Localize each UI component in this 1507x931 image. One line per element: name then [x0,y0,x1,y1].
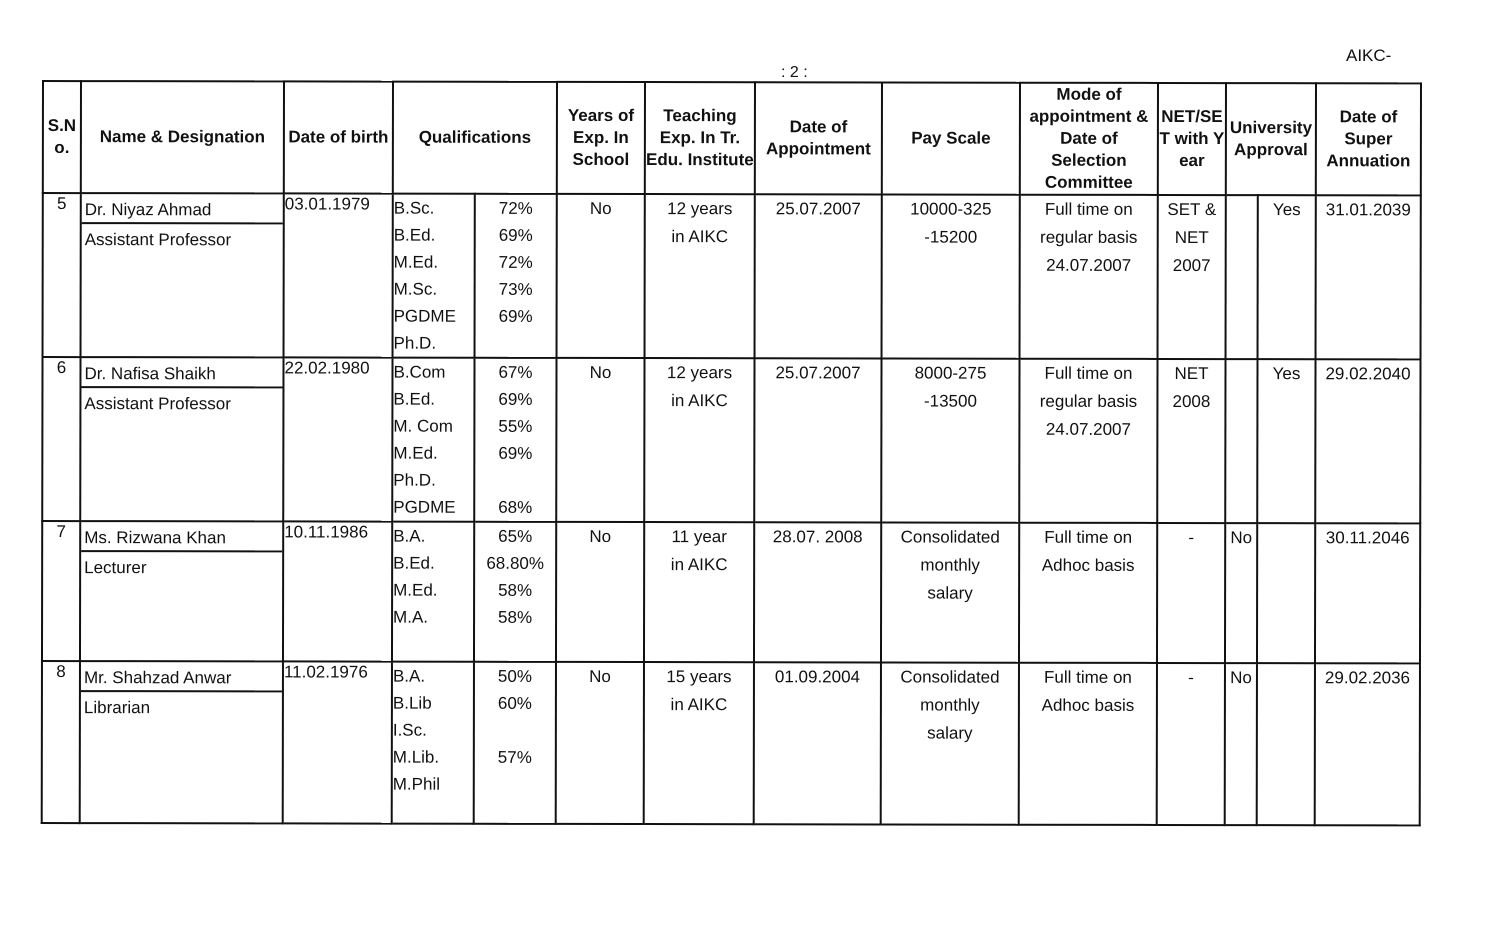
cell-name-designation [81,193,284,357]
cell-line: 12 years [667,199,733,219]
cell-years-school: No [556,358,644,522]
cell-line: -15200 [924,227,978,247]
cell-line: 72% [498,252,533,272]
header-name: Name & Designation [81,81,284,193]
header-pay-scale: Pay Scale [882,82,1020,194]
cell-line: 2008 [1172,391,1211,412]
header-sno: S.No. [43,81,81,193]
cell-line: 69% [498,306,533,326]
cell-line: monthly [920,695,980,715]
table-row [42,357,1420,523]
cell-line: - [1188,528,1195,548]
cell-approval-yes: Yes [1258,195,1316,359]
cell-line: 68% [498,497,533,517]
cell-line: M.Lib. [392,747,440,767]
cell-line: Full time on [1044,667,1132,687]
cell-line: B.A. [393,526,426,546]
cell-approval-yes: Yes [1257,359,1315,523]
cell-line: Consolidated [900,667,1000,687]
staff-designation: Librarian [83,698,151,718]
header-appointment: Date of Appointment [755,82,882,194]
cell-name-designation [80,357,283,521]
cell-approval-no [1225,359,1257,523]
cell-line: 58% [498,580,533,600]
cell-mode [1019,359,1157,523]
cell-line: 2007 [1172,255,1211,276]
cell-line: in AIKC [671,227,729,247]
cell-line: PGDME [393,306,456,326]
cell-pay-scale [881,358,1019,522]
cell-line: 57% [497,747,532,767]
cell-line: Consolidated [900,527,1000,547]
staff-name: Mr. Shahzad Anwar [81,662,282,692]
table-row [42,661,1420,825]
cell-line: 12 years [666,363,733,383]
cell-line: salary [927,723,973,743]
cell-line: 24.07.2007 [1045,419,1131,439]
cell-superannuation: 30.11.2046 [1315,523,1420,663]
staff-table [41,80,1422,826]
cell-dob: 11.02.1976 [283,661,392,823]
cell-dob: 03.01.1979 [284,193,393,357]
cell-line: in AIKC [670,555,728,575]
staff-designation: Assistant Professor [84,230,232,250]
cell-line: NET [1174,227,1209,248]
cell-line: SET & [1167,199,1217,220]
cell-qualifications [392,522,474,662]
cell-line: M.Phil [392,774,441,794]
cell-line: 67% [498,362,533,382]
cell-line: 65% [498,526,533,546]
staff-designation: Assistant Professor [84,394,231,414]
cell-line [475,717,555,744]
staff-name: Dr. Niyaz Ahmad [82,194,283,224]
cell-sno: 6 [42,357,80,521]
cell-line: 72% [498,198,533,218]
cell-line: in AIKC [671,391,728,411]
cell-pay-scale [881,522,1019,662]
cell-line: B.A. [392,666,426,686]
cell-line: 24.07.2007 [1046,255,1132,275]
cell-mode [1020,195,1158,359]
cell-pay-scale [881,662,1019,824]
cell-dob: 10.11.1986 [283,521,392,661]
cell-line: 55% [498,416,533,436]
cell-net [1157,523,1225,663]
cell-net [1158,195,1226,359]
header-mode: Mode of appointment & Date of Selection Committee [1020,83,1158,195]
cell-line: 69% [498,225,533,245]
cell-percentages [475,194,557,358]
header-row [43,81,1421,195]
cell-superannuation: 31.01.2039 [1316,195,1421,359]
cell-sno: 8 [42,661,80,823]
cell-line: M. Com [393,416,453,436]
cell-qualifications [392,358,474,522]
table-row [42,521,1420,663]
cell-line: 8000-275 [914,363,987,383]
cell-percentages [474,358,556,522]
document-reference: AIKC- [1346,46,1392,65]
cell-sno: 5 [43,193,81,357]
cell-approval-yes [1257,523,1315,663]
cell-line [476,330,556,357]
cell-line: Full time on [1044,199,1133,219]
cell-appointment: 01.09.2004 [754,662,881,824]
cell-teaching-exp [644,522,754,662]
cell-net [1157,663,1225,825]
header-dob: Date of birth [284,81,393,193]
cell-line: B.Com [393,362,446,382]
cell-line: in AIKC [670,695,728,715]
cell-appointment: 25.07.2007 [754,358,881,522]
header-superannuation: Date of Super Annuation [1316,83,1421,195]
cell-years-school: No [556,662,644,824]
cell-line [475,467,555,494]
cell-mode [1019,523,1157,663]
cell-qualifications [392,662,474,824]
cell-line: M.Ed. [393,580,438,600]
cell-line: PGDME [393,497,456,517]
cell-name-designation [80,661,283,823]
cell-approval-yes [1257,663,1315,825]
header-qualifications: Qualifications [393,82,557,194]
page-number: : 2 : [781,64,808,81]
cell-line: regular basis [1039,391,1138,411]
cell-line: - [1188,668,1194,688]
cell-line: Ph.D. [393,333,437,353]
cell-line: 69% [498,443,533,463]
cell-teaching-exp [644,358,754,522]
cell-line: -13500 [923,391,977,411]
cell-line: regular basis [1040,227,1138,247]
cell-dob: 22.02.1980 [283,357,392,521]
cell-approval-no: No [1225,663,1257,825]
header-university: University Approval [1226,83,1316,195]
cell-superannuation: 29.02.2036 [1315,663,1420,825]
cell-line: M.A. [393,607,429,627]
cell-teaching-exp [645,194,755,358]
header-teaching-exp: Teaching Exp. In Tr. Edu. Institute [645,82,755,194]
cell-line: B.Sc. [393,198,435,218]
cell-sno: 7 [42,521,80,661]
cell-mode [1019,663,1157,825]
cell-percentages [474,522,556,662]
cell-line: monthly [920,555,980,575]
cell-line: 68.80% [486,553,545,573]
header-net: NET/SET with Year [1158,83,1226,195]
cell-line: B.Ed. [393,225,436,245]
cell-line: Full time on [1044,363,1133,383]
cell-line: B.Ed. [393,389,436,409]
cell-line: Adhoc basis [1041,695,1135,715]
cell-line: 60% [497,693,532,713]
cell-line: 50% [497,666,532,686]
cell-line: B.Ed. [393,553,435,573]
cell-line [475,771,555,798]
cell-line: 58% [498,607,533,627]
cell-percentages [474,662,556,824]
cell-line: B.Lib [392,693,432,713]
cell-pay-scale [882,194,1020,358]
cell-appointment: 25.07.2007 [755,194,882,358]
cell-line: 11 year [671,527,727,547]
cell-line: salary [927,583,973,603]
cell-line: M.Ed. [393,252,439,272]
header-years-school: Years of Exp. In School [557,82,645,194]
cell-approval-no [1226,195,1258,359]
cell-line: 15 years [666,667,732,687]
cell-years-school: No [556,522,644,662]
cell-years-school: No [557,194,645,358]
cell-name-designation [80,521,283,661]
cell-superannuation: 29.02.2040 [1315,359,1420,523]
staff-name: Dr. Nafisa Shaikh [81,358,282,388]
staff-designation: Lecturer [84,558,147,578]
cell-line: I.Sc. [392,720,427,740]
cell-approval-no: No [1225,523,1257,663]
cell-line: 69% [498,389,533,409]
staff-name: Ms. Rizwana Khan [81,522,282,552]
cell-line: NET [1174,363,1209,384]
cell-net [1157,359,1225,523]
cell-teaching-exp [644,662,754,824]
cell-line: M.Sc. [393,279,438,299]
cell-line: Full time on [1044,527,1133,547]
cell-line: Ph.D. [393,470,436,490]
cell-qualifications [393,194,475,358]
cell-line: Adhoc basis [1041,555,1135,575]
cell-line: 73% [498,279,533,299]
cell-appointment: 28.07. 2008 [754,522,881,662]
cell-line: 10000-325 [910,199,992,219]
cell-line: M.Ed. [393,443,438,463]
table-row [43,193,1421,359]
